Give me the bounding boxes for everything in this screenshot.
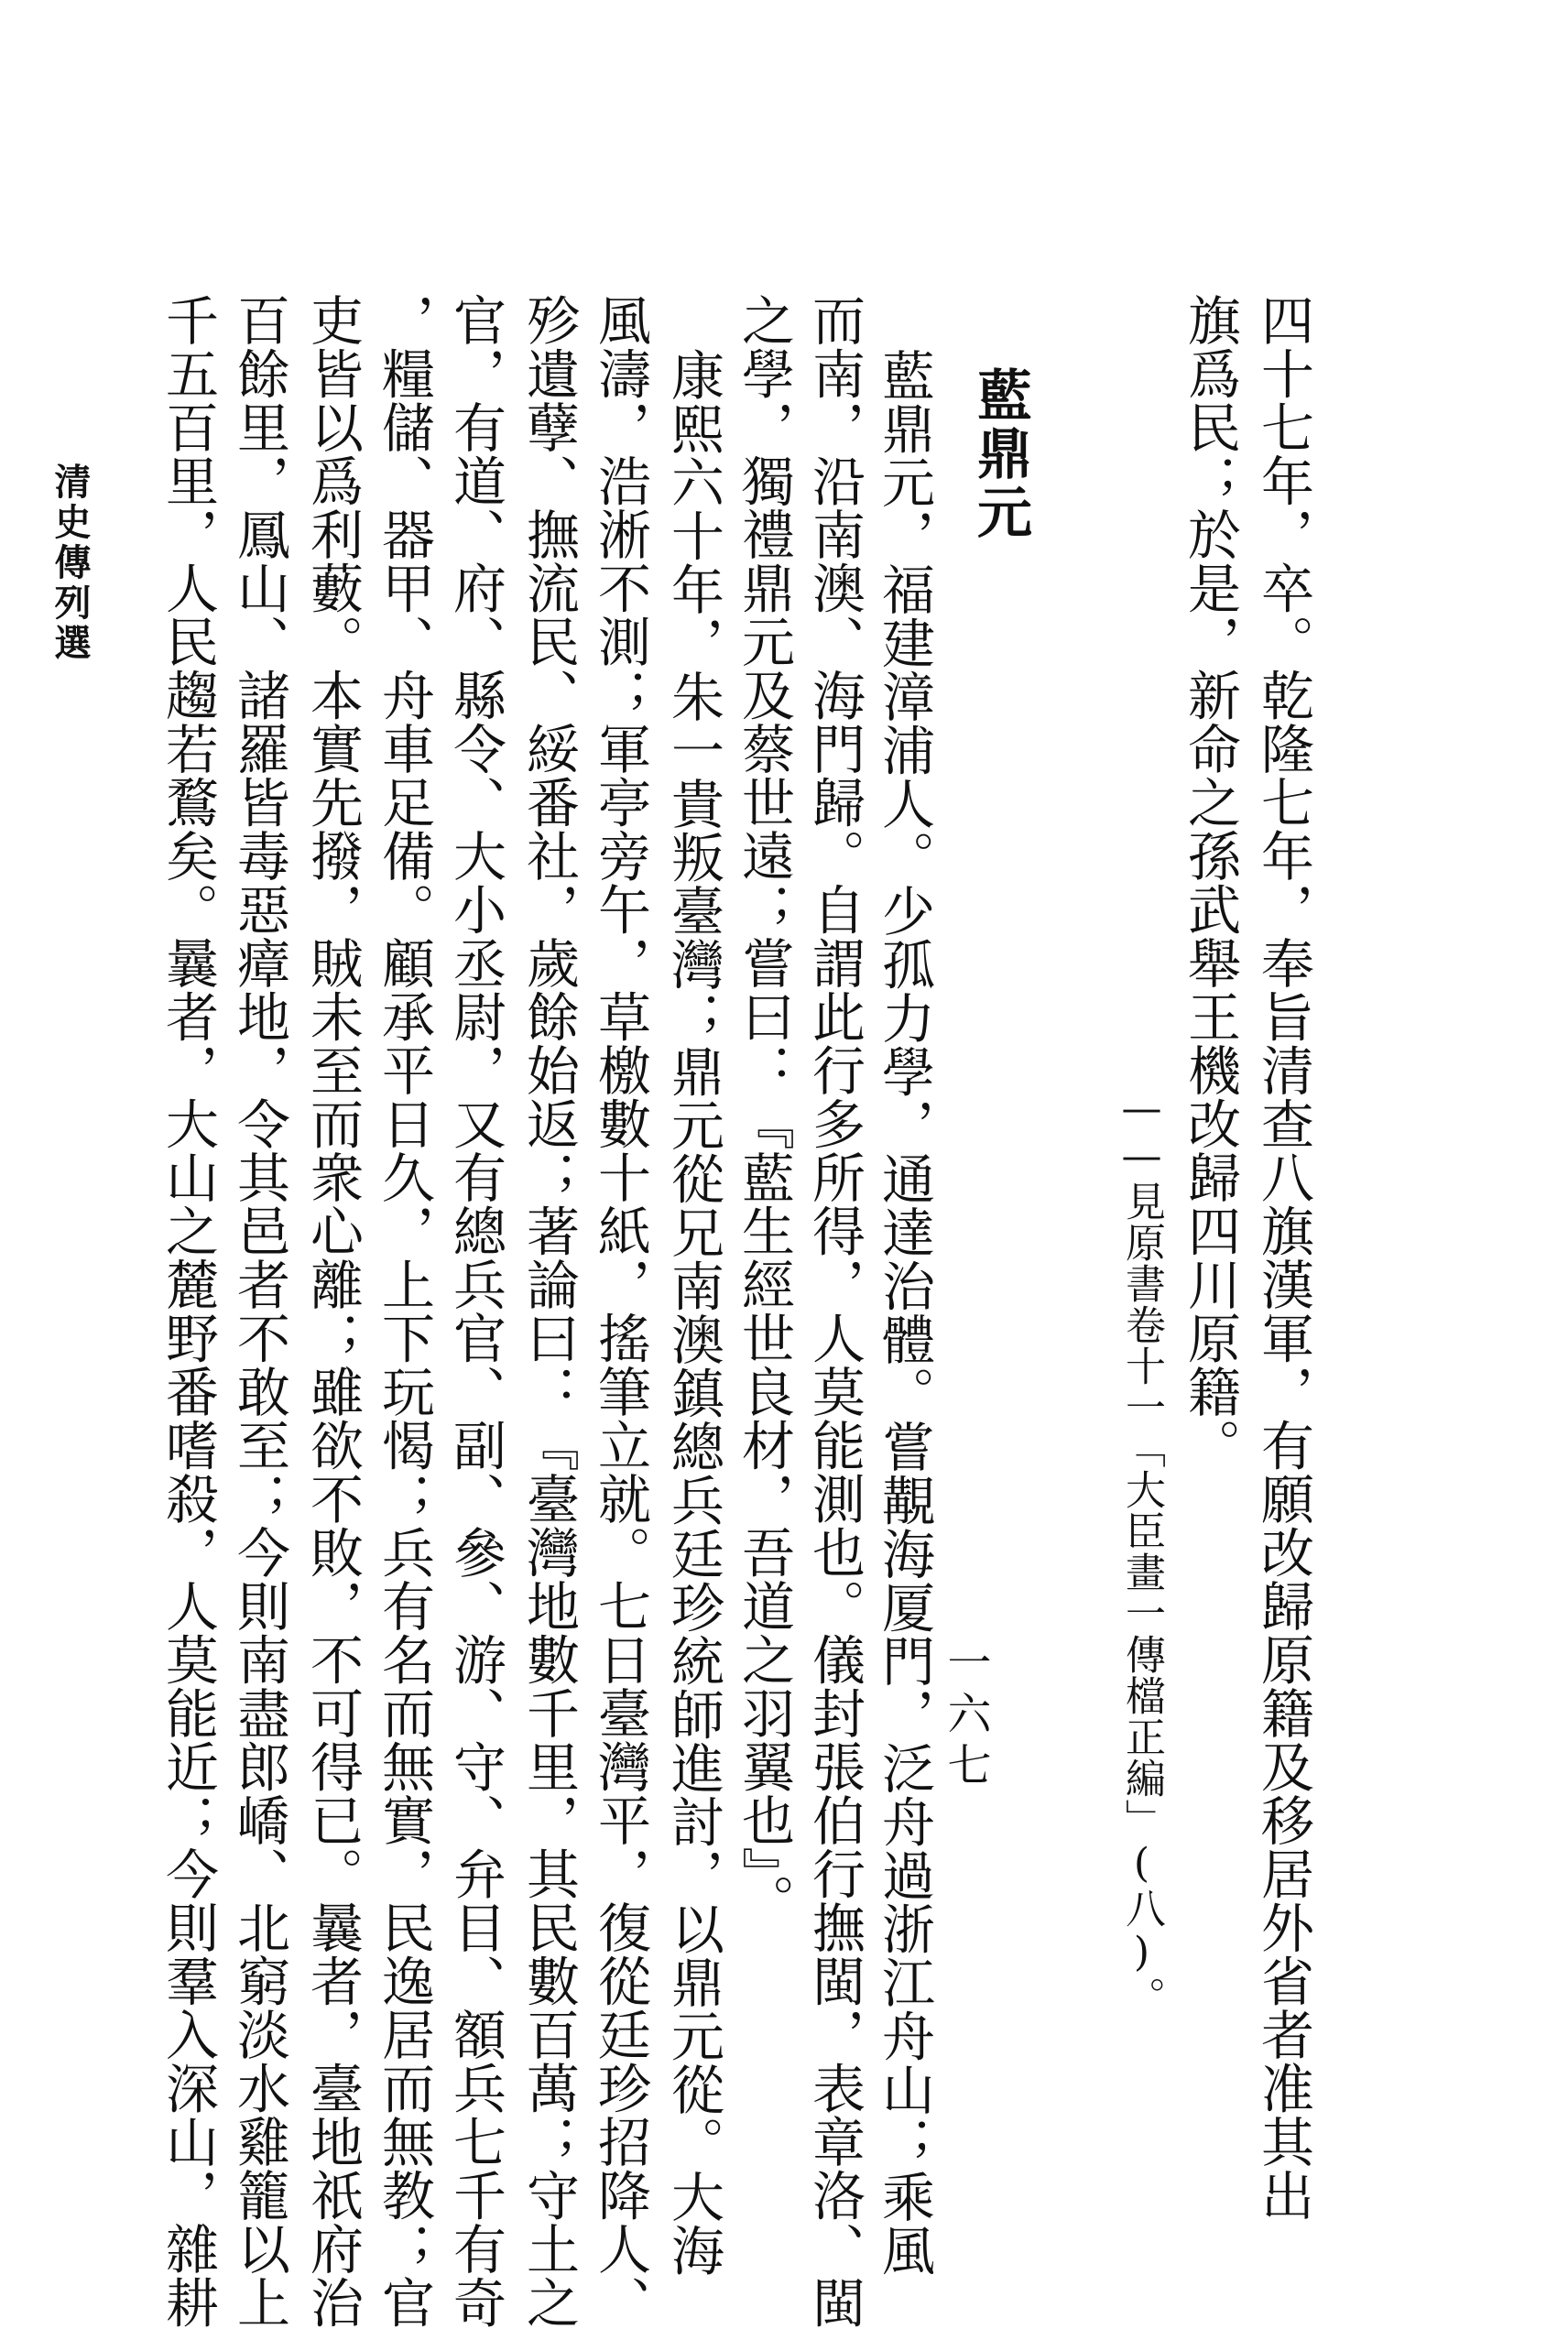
text-column-7: 風濤，浩淅不測；軍亭旁午，草檄數十紙，搖筆立就。七日臺灣平，復從廷珍招降人、 (589, 293, 651, 2329)
text-column-11: 吏皆以爲利藪。本實先撥，賊未至而衆心離；雖欲不敗，不可得已。曩者，臺地祇府治 (301, 293, 364, 2329)
text-column-10: ，糧儲、器甲、舟車足備。顧承平日久，上下玩愒；兵有名而無實，民逸居而無教；官 (373, 293, 435, 2329)
text-column-3: 藍鼎元，福建漳浦人。少孤力學，通達治體。嘗覯海厦門，泛舟過浙江舟山；乘風 (873, 348, 935, 2277)
text-column-6: 康熙六十年，朱一貴叛臺灣；鼎元從兄南澳鎮總兵廷珍統師進討，以鼎元從。大海 (662, 348, 724, 2277)
text-column-5: 之學，獨禮鼎元及蔡世遠；嘗曰：『藍生經世良材，吾道之羽翼也』。 (733, 293, 795, 1928)
text-column-12: 百餘里，鳳山、諸羅皆毒惡瘴地，令其邑者不敢至；今則南盡郎嶠、北窮淡水雞籠以上 (228, 293, 290, 2329)
running-head: 清史傳列選 (49, 463, 92, 664)
text-column-8: 殄遺孽、撫流民、綏番社，歲餘始返；著論曰：『臺灣地數千里，其民數百萬；守土之 (517, 293, 580, 2329)
text-column-1: 四十七年，卒。乾隆七年，奉旨清查八旗漢軍，有願改歸原籍及移居外省者准其出 (1252, 293, 1314, 2222)
text-column-4: 而南，沿南澳、海門歸。自謂此行多所得，人莫能測也。儀封張伯行撫閩，表章洛、閩 (803, 293, 866, 2329)
text-column-9: 官，有道、府、縣令、大小丞尉，又有總兵官、副、參、游、守、弁目、額兵七千有奇 (444, 293, 506, 2329)
text-column-2: 旗爲民；於是，新命之孫武舉王機改歸四川原籍。 (1179, 293, 1241, 1472)
text-column-13: 千五百里，人民趨若鶩矣。曩者，大山之麓野番嗜殺，人莫能近；今則羣入深山，雜耕 (157, 293, 219, 2329)
section-heading: 藍鼎元 (968, 366, 1032, 542)
page-number: 一六七 (940, 1639, 991, 1793)
source-citation: ——見原書卷十一「大臣畫一傳檔正編」(八)。 (1118, 1085, 1165, 2018)
